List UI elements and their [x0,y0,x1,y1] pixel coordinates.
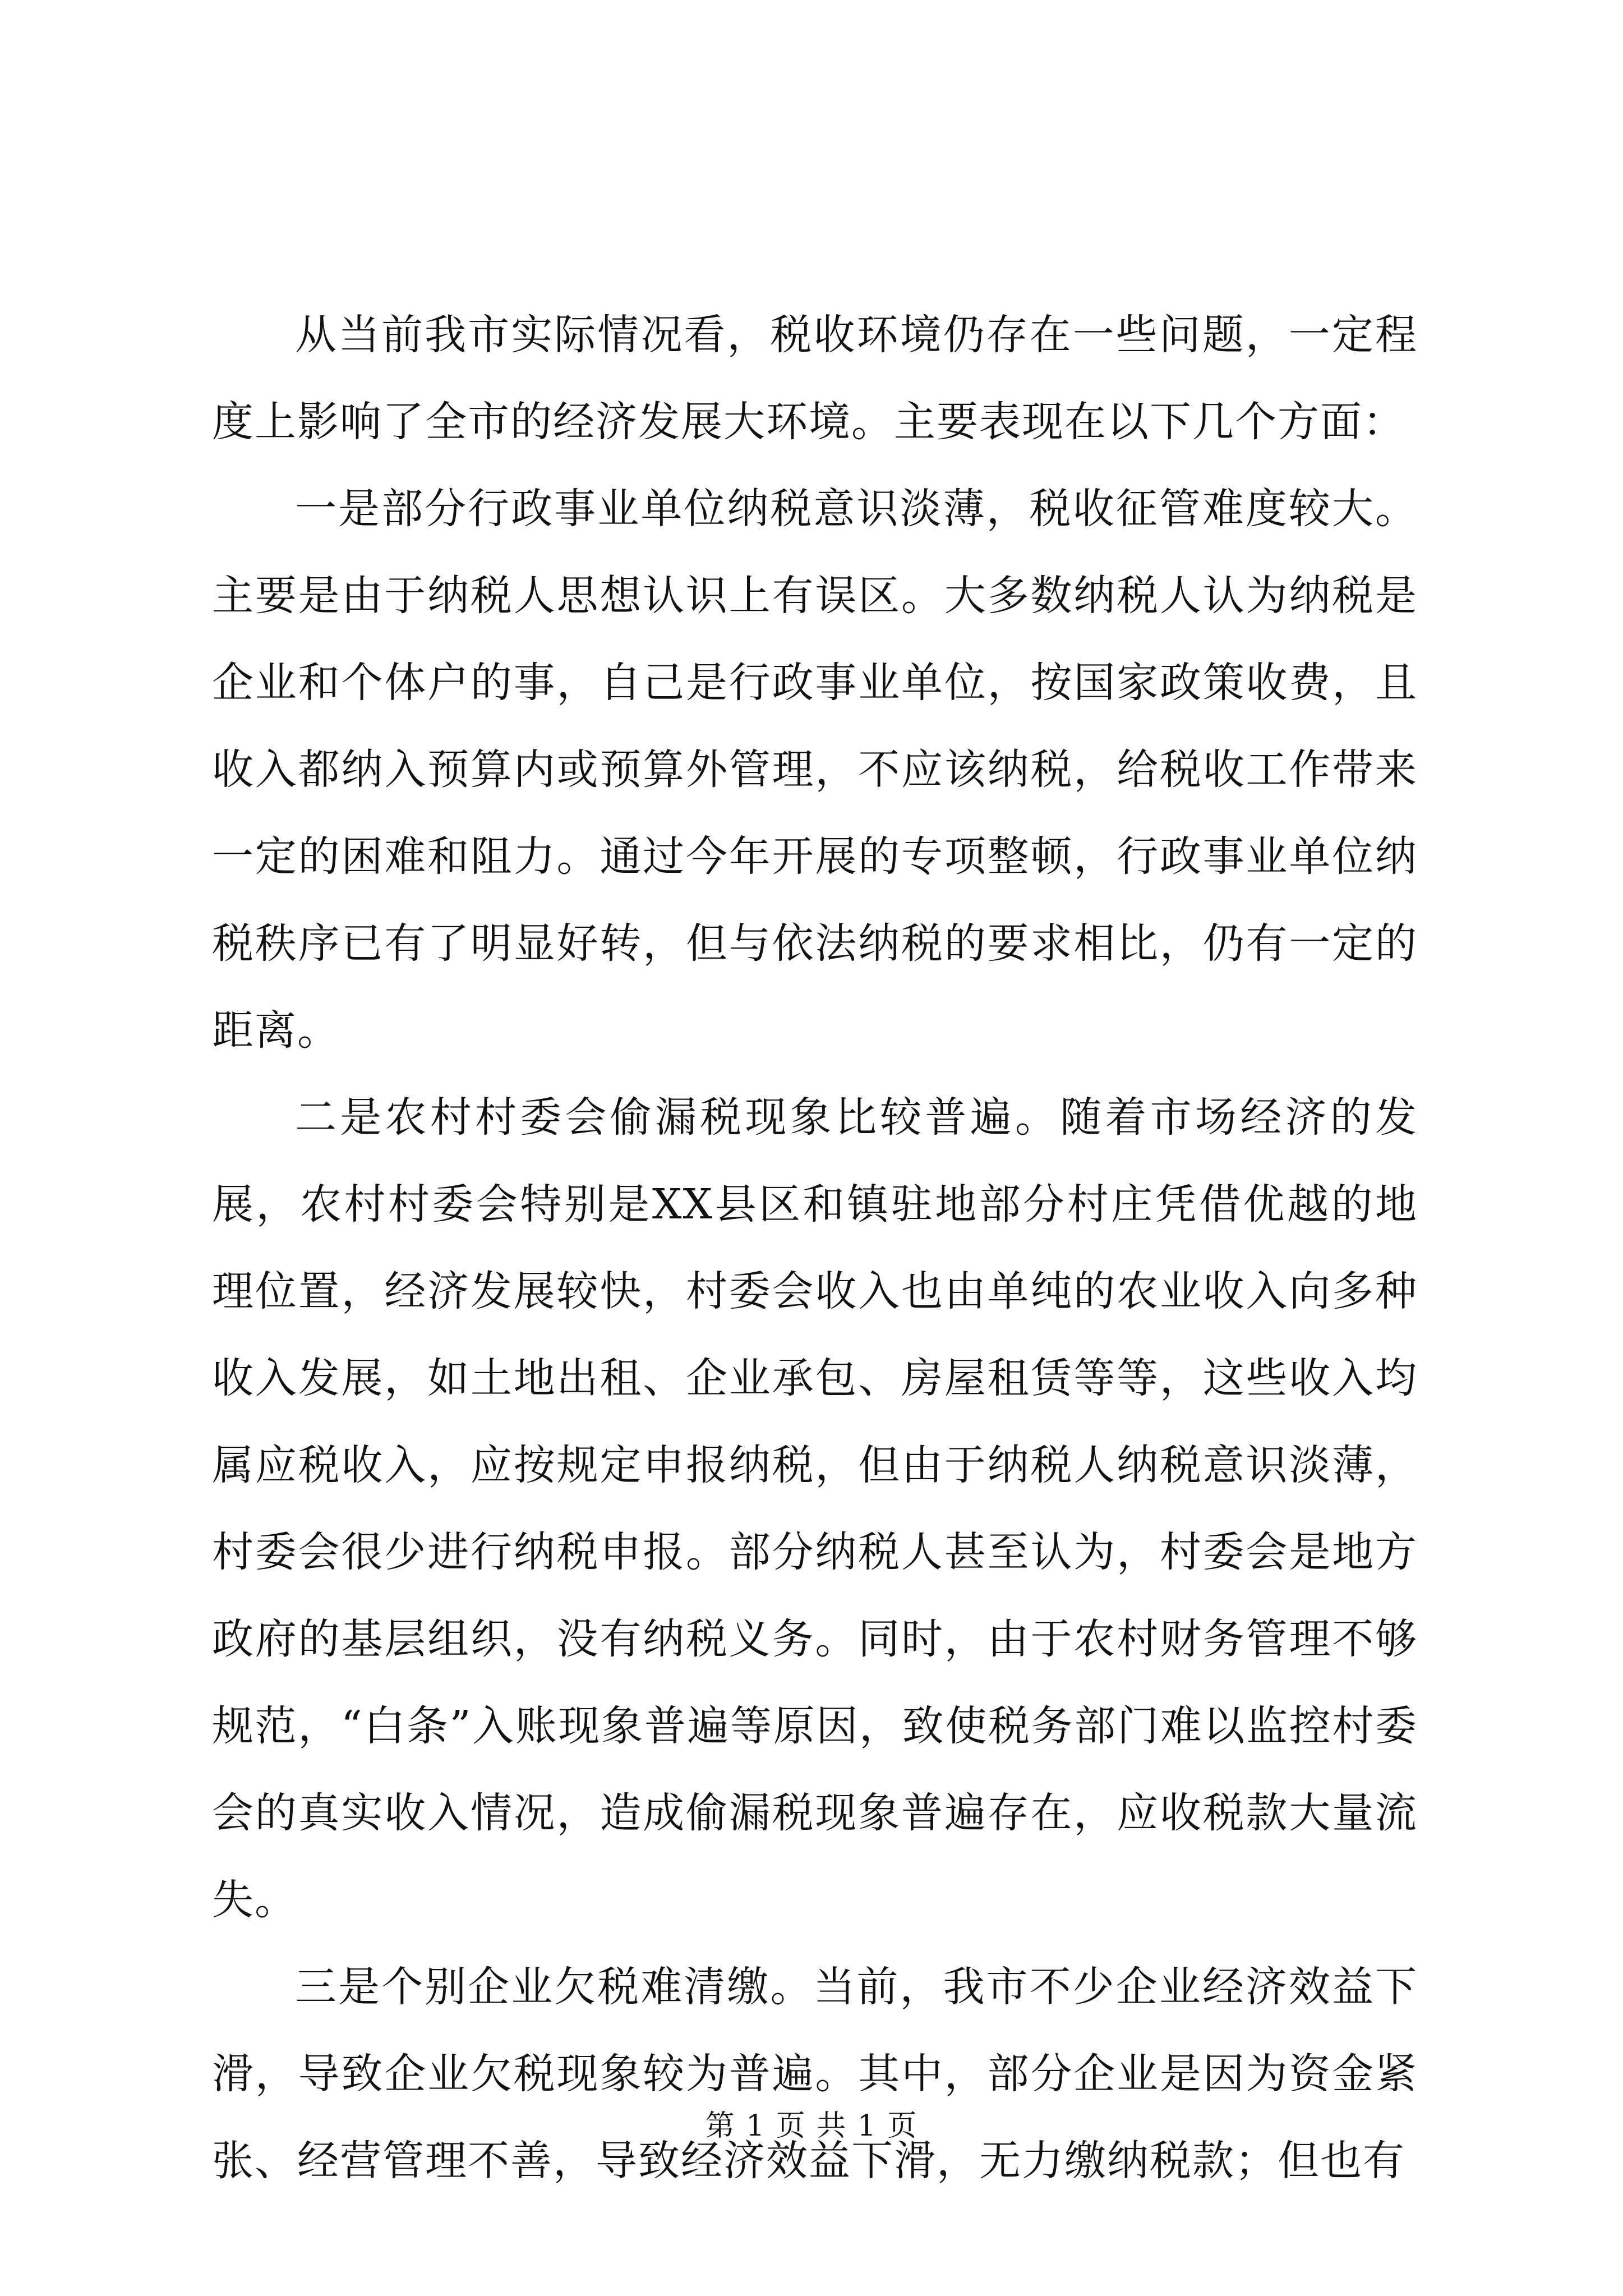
paragraph-point-one: 一是部分行政事业单位纳税意识淡薄，税收征管难度较大。主要是由于纳税人思想认识上有误区。大多数纳税人认为纳税是企业和个体户的事，自己是行政事业单位，按国家政策收费，且收入都纳入预算内或预算外管理，不应该纳税，给税收工作带来一定的困难和阻力。通过今年开展的专项整顿，行政事业单位纳税秩序已有了明显好转，但与依法纳税的要求相比，仍有一定的距离。 [212,485,1418,1055]
document-body [212,292,1418,2205]
paragraph-point-two: 二是农村村委会偷漏税现象比较普遍。随着市场经济的发展，农村村委会特别是XX县区和镇驻地部分村庄凭借优越的地理位置，经济发展较快，村委会收入也由单纯的农业收入向多种收入发展，如土地出租、企业承包、房屋租赁等等，这些收入均属应税收入，应按规定申报纳税，但由于纳税人纳税意识淡薄，村委会很少进行纳税申报。部分纳税人甚至认为，村委会是地方政府的基层组织，没有纳税义务。同时，由于农村财务管理不够规范，“白条”入账现象普遍等原因，致使税务部门难以监控村委会的真实收入情况，造成偷漏税现象普遍存在，应收税款大量流失。 [212,1093,1418,1924]
paragraph-point-three: 三是个别企业欠税难清缴。当前，我市不少企业经济效益下滑，导致企业欠税现象较为普遍。其中，部分企业是因为资金紧张、经营管理不善，导致经济效益下滑，无力缴纳税款；但也有 [212,1963,1418,2185]
paragraph-intro: 从当前我市实际情况看，税收环境仍存在一些问题，一定程度上影响了全市的经济发展大环境。主要表现在以下几个方面： [212,311,1418,446]
page-footer: 第 1 页 共 1 页 [705,2109,918,2143]
